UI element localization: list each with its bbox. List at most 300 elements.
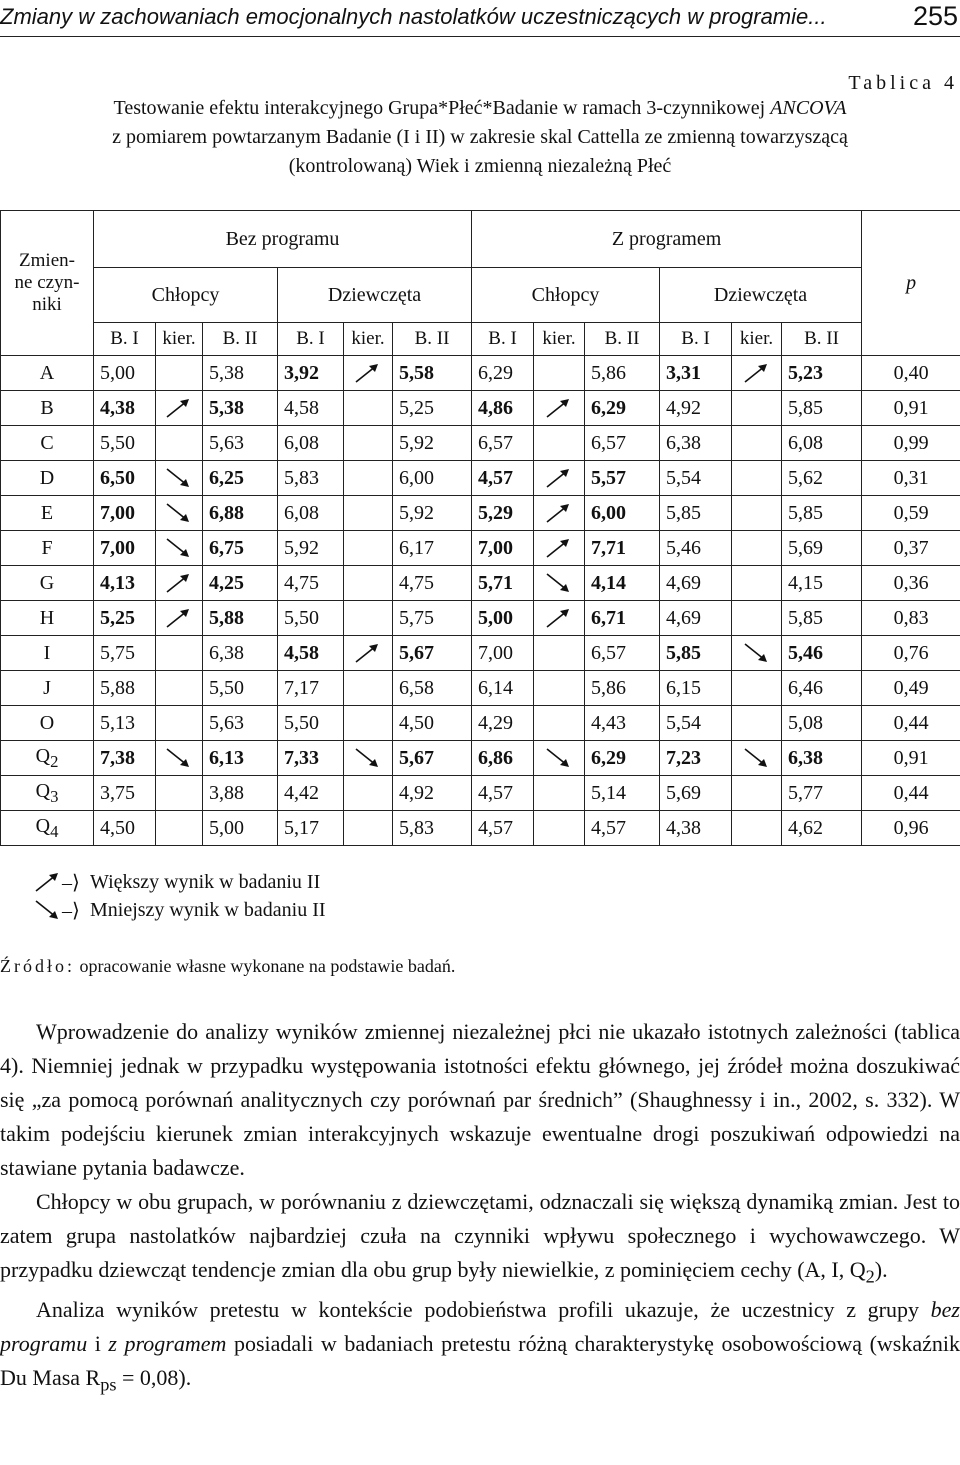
table-head: [1, 211, 960, 356]
direction-cell: [344, 706, 393, 741]
value-study-1: 5,17: [278, 811, 344, 846]
variable-cell: [1, 391, 94, 426]
value-study-2: 5,63: [203, 706, 278, 741]
p-value: 0,99: [862, 426, 960, 461]
variables-header-line: Zmien-: [19, 250, 75, 271]
value-study-2: 5,67: [393, 741, 472, 776]
direction-cell: [732, 601, 782, 636]
p-value: 0,49: [862, 671, 960, 706]
table-row: [1, 811, 960, 846]
column-header: B. II: [203, 323, 278, 356]
caption-line-1-text: Testowanie efektu interakcyjnego Grupa*Płeć*Badanie w ramach 3-czynnikowej: [113, 97, 771, 119]
variable-cell: [1, 461, 94, 496]
arrow-up-icon: [545, 537, 573, 559]
value-study-1: 4,38: [94, 391, 156, 426]
arrow-down-icon: [34, 899, 62, 921]
value-study-1: 5,54: [660, 461, 732, 496]
direction-cell: [156, 636, 203, 671]
value-study-1: 5,00: [472, 601, 534, 636]
value-study-2: 3,88: [203, 776, 278, 811]
value-study-1: 4,29: [472, 706, 534, 741]
variable-cell: [1, 566, 94, 601]
value-study-1: 5,13: [94, 706, 156, 741]
value-study-2: 5,00: [203, 811, 278, 846]
value-study-2: 5,83: [393, 811, 472, 846]
table-caption: [0, 94, 960, 181]
direction-cell: [344, 391, 393, 426]
variable-cell: [1, 741, 94, 776]
variable-name: H: [39, 606, 55, 629]
column-header: B. I: [94, 323, 156, 356]
direction-cell: [732, 811, 782, 846]
direction-cell: [732, 776, 782, 811]
value-study-2: 6,71: [585, 601, 660, 636]
arrow-up-icon: [165, 607, 193, 629]
column-header: B. I: [660, 323, 732, 356]
arrow-up-icon: [34, 871, 62, 893]
direction-cell: [344, 461, 393, 496]
value-study-1: 4,86: [472, 391, 534, 426]
value-study-1: 5,69: [660, 776, 732, 811]
value-study-2: 5,23: [782, 356, 862, 391]
variables-header: [1, 211, 94, 356]
direction-cell: [344, 671, 393, 706]
value-study-2: 5,14: [585, 776, 660, 811]
value-study-1: 5,50: [278, 706, 344, 741]
direction-cell: [732, 426, 782, 461]
direction-cell: [534, 601, 585, 636]
table-row: [1, 601, 960, 636]
variable-cell: [1, 531, 94, 566]
variable-cell: [1, 776, 94, 811]
value-study-1: 5,50: [278, 601, 344, 636]
value-study-2: 6,25: [203, 461, 278, 496]
value-study-2: 4,25: [203, 566, 278, 601]
value-study-2: 6,00: [393, 461, 472, 496]
value-study-2: 4,50: [393, 706, 472, 741]
p-value: 0,76: [862, 636, 960, 671]
value-study-1: 4,38: [660, 811, 732, 846]
p-value: 0,44: [862, 776, 960, 811]
value-study-1: 7,17: [278, 671, 344, 706]
direction-cell: [156, 496, 203, 531]
value-study-1: 5,85: [660, 496, 732, 531]
value-study-2: 5,85: [782, 391, 862, 426]
column-header: B. II: [393, 323, 472, 356]
table-row: [1, 776, 960, 811]
direction-cell: [344, 776, 393, 811]
value-study-2: 5,69: [782, 531, 862, 566]
table-row: [1, 356, 960, 391]
value-study-2: 5,63: [203, 426, 278, 461]
value-study-2: 6,08: [782, 426, 862, 461]
caption-line-3: (kontrolowaną) Wiek i zmienną niezależną Płeć: [288, 155, 672, 177]
value-study-1: 7,00: [472, 531, 534, 566]
value-study-2: 5,77: [782, 776, 862, 811]
value-study-2: 5,67: [393, 636, 472, 671]
arrow-up-icon: [165, 397, 193, 419]
value-study-2: 6,88: [203, 496, 278, 531]
column-header: B. II: [782, 323, 862, 356]
value-study-1: 4,42: [278, 776, 344, 811]
table-row: [1, 636, 960, 671]
table-row: [1, 706, 960, 741]
direction-cell: [344, 496, 393, 531]
value-study-2: 4,14: [585, 566, 660, 601]
direction-cell: [156, 531, 203, 566]
value-study-1: 5,83: [278, 461, 344, 496]
variable-cell: [1, 706, 94, 741]
direction-cell: [732, 496, 782, 531]
direction-cell: [156, 356, 203, 391]
value-study-2: 5,86: [585, 671, 660, 706]
p-header: p: [862, 211, 960, 356]
arrow-up-icon: [743, 362, 771, 384]
p-value: 0,31: [862, 461, 960, 496]
value-study-2: 5,58: [393, 356, 472, 391]
arrow-down-icon: [545, 572, 573, 594]
variable-cell: [1, 426, 94, 461]
paragraph-2-text-a: Chłopcy w obu grupach, w porównaniu z dziewczętami, odznaczali się większą dynamiką zmian. Jest to zatem grupa nastolatków najbardziej czuła na czynniki wpływu społecznego i wychowawczego. W przypadku dziewcząt tendencje zmian dla obu grup były niewielkie, z pominięciem cechy (A, I, Q: [0, 1189, 960, 1282]
paragraph-3-italic-2: z programem: [108, 1331, 227, 1357]
variable-name: D: [39, 466, 55, 489]
value-study-2: 5,57: [585, 461, 660, 496]
page-number: 255: [912, 1, 958, 31]
variable-cell: [1, 636, 94, 671]
value-study-2: 5,85: [782, 601, 862, 636]
value-study-1: 5,71: [472, 566, 534, 601]
value-study-1: 5,46: [660, 531, 732, 566]
source-label: Źródło:: [0, 956, 75, 976]
value-study-1: 4,50: [94, 811, 156, 846]
sex-header: Chłopcy: [472, 268, 660, 323]
value-study-2: 6,29: [585, 741, 660, 776]
variable-subscript: 2: [50, 751, 59, 771]
table-row: [1, 531, 960, 566]
value-study-2: 5,38: [203, 391, 278, 426]
value-study-2: 5,62: [782, 461, 862, 496]
paragraph-3-text-b: i: [87, 1331, 109, 1357]
table-row: [1, 426, 960, 461]
results-table: [0, 210, 960, 846]
value-study-2: 5,86: [585, 356, 660, 391]
column-header: B. I: [472, 323, 534, 356]
value-study-1: 5,25: [94, 601, 156, 636]
paragraph-3-text-d: = 0,08).: [116, 1365, 192, 1391]
running-title: Zmiany w zachowaniach emocjonalnych nastolatków uczestniczących w programie...: [0, 4, 827, 29]
table-row: [1, 496, 960, 531]
value-study-2: 6,38: [203, 636, 278, 671]
legend-down-text: Mniejszy wynik w badaniu II: [90, 898, 326, 921]
paragraph-2-subscript: 2: [865, 1266, 875, 1287]
direction-cell: [344, 356, 393, 391]
variable-name: F: [41, 536, 53, 559]
value-study-1: 3,31: [660, 356, 732, 391]
variable-subscript: 4: [50, 821, 59, 841]
direction-cell: [732, 671, 782, 706]
value-study-1: 5,54: [660, 706, 732, 741]
table-row: [1, 566, 960, 601]
value-study-1: 6,14: [472, 671, 534, 706]
legend-up-symbol: [34, 870, 90, 895]
value-study-1: 6,15: [660, 671, 732, 706]
p-value: 0,83: [862, 601, 960, 636]
caption-line-2: z pomiarem powtarzanym Badanie (I i II) w zakresie skal Cattella ze zmienną towarzyszącą: [112, 126, 848, 148]
variable-name: Q: [35, 779, 51, 802]
value-study-2: 5,88: [203, 601, 278, 636]
value-study-1: 4,58: [278, 391, 344, 426]
legend-up-text: Większy wynik w badaniu II: [90, 870, 321, 893]
value-study-2: 5,75: [393, 601, 472, 636]
value-study-1: 4,75: [278, 566, 344, 601]
value-study-2: 6,57: [585, 426, 660, 461]
variable-cell: [1, 671, 94, 706]
value-study-1: 4,57: [472, 776, 534, 811]
arrow-down-icon: [165, 502, 193, 524]
arrow-down-icon: [743, 642, 771, 664]
direction-cell: [534, 566, 585, 601]
direction-cell: [156, 461, 203, 496]
variable-name: J: [43, 676, 51, 699]
column-header: B. I: [278, 323, 344, 356]
value-study-2: 5,38: [203, 356, 278, 391]
value-study-2: 6,58: [393, 671, 472, 706]
arrow-down-icon: [545, 747, 573, 769]
direction-cell: [344, 566, 393, 601]
value-study-2: 5,25: [393, 391, 472, 426]
value-study-1: 5,85: [660, 636, 732, 671]
variable-name: Q: [35, 744, 51, 767]
direction-cell: [156, 391, 203, 426]
value-study-2: 6,17: [393, 531, 472, 566]
table-row: [1, 461, 960, 496]
p-value: 0,40: [862, 356, 960, 391]
caption-ancova: ANCOVA: [770, 97, 847, 119]
paragraph-1: Wprowadzenie do analizy wyników zmiennej niezależnej płci nie ukazało istotnych zależności (tablica 4). Niemniej jednak w przypadku występowania istotności efektu głównego, jej źródeł można doszukiwać się „za pomocą porównań analitycznych czy porównań par średnich” (Shaughnessy i in., 2002, s. 332). W takim podejściu kierunek zmian interakcyjnych wskazuje ewentualne drogi poszukiwań odpowiedzi na stawiane pytania badawcze.: [0, 1019, 960, 1180]
variable-name: C: [40, 431, 54, 454]
direction-cell: [534, 391, 585, 426]
direction-cell: [344, 741, 393, 776]
value-study-2: 7,71: [585, 531, 660, 566]
direction-cell: [534, 671, 585, 706]
direction-cell: [534, 811, 585, 846]
p-value: 0,59: [862, 496, 960, 531]
arrow-up-icon: [545, 607, 573, 629]
arrow-down-icon: [743, 747, 771, 769]
direction-cell: [534, 531, 585, 566]
direction-cell: [156, 776, 203, 811]
direction-cell: [156, 811, 203, 846]
running-head: [0, 0, 960, 37]
direction-cell: [732, 566, 782, 601]
variable-name: Q: [35, 814, 51, 837]
direction-cell: [156, 671, 203, 706]
sex-header: Chłopcy: [94, 268, 278, 323]
arrow-up-icon: [545, 397, 573, 419]
value-study-1: 3,92: [278, 356, 344, 391]
value-study-1: 5,50: [94, 426, 156, 461]
value-study-1: 5,88: [94, 671, 156, 706]
value-study-2: 4,62: [782, 811, 862, 846]
value-study-1: 6,08: [278, 426, 344, 461]
value-study-2: 6,38: [782, 741, 862, 776]
direction-cell: [534, 741, 585, 776]
group-header: Z programem: [472, 211, 862, 268]
value-study-2: 4,43: [585, 706, 660, 741]
direction-cell: [732, 356, 782, 391]
value-study-1: 4,57: [472, 461, 534, 496]
direction-cell: [732, 636, 782, 671]
paragraph-2-text-b: ).: [874, 1257, 888, 1282]
p-value: 0,44: [862, 706, 960, 741]
table-row: [1, 671, 960, 706]
value-study-1: 4,92: [660, 391, 732, 426]
variable-name: O: [39, 711, 55, 734]
variables-header-line: niki: [32, 294, 62, 315]
p-value: 0,36: [862, 566, 960, 601]
table-body: [1, 356, 960, 846]
value-study-2: 4,75: [393, 566, 472, 601]
direction-cell: [156, 706, 203, 741]
value-study-2: 6,75: [203, 531, 278, 566]
value-study-1: 6,29: [472, 356, 534, 391]
direction-cell: [534, 356, 585, 391]
paragraph-2: [0, 1185, 960, 1293]
value-study-2: 5,85: [782, 496, 862, 531]
arrow-down-icon: [165, 537, 193, 559]
paragraph-3-subscript: ps: [100, 1374, 117, 1395]
value-study-2: 6,29: [585, 391, 660, 426]
arrow-down-icon: [354, 747, 382, 769]
value-study-1: 6,50: [94, 461, 156, 496]
legend-down-connector: –⟩: [62, 899, 80, 922]
legend-down: [34, 896, 326, 924]
variable-name: E: [40, 501, 54, 524]
value-study-2: 4,92: [393, 776, 472, 811]
value-study-2: 6,57: [585, 636, 660, 671]
legend-up-connector: –⟩: [62, 871, 80, 894]
value-study-2: 5,08: [782, 706, 862, 741]
column-header: B. II: [585, 323, 660, 356]
value-study-1: 7,23: [660, 741, 732, 776]
direction-cell: [534, 426, 585, 461]
arrow-up-icon: [354, 642, 382, 664]
value-study-2: 6,00: [585, 496, 660, 531]
direction-cell: [344, 601, 393, 636]
value-study-1: 3,75: [94, 776, 156, 811]
column-header: kier.: [534, 323, 585, 356]
variable-cell: [1, 811, 94, 846]
value-study-1: 6,08: [278, 496, 344, 531]
value-study-1: 5,00: [94, 356, 156, 391]
arrow-up-icon: [545, 467, 573, 489]
direction-cell: [344, 426, 393, 461]
value-study-1: 4,69: [660, 566, 732, 601]
source-note: [0, 956, 455, 977]
p-value: 0,91: [862, 391, 960, 426]
value-study-2: 5,46: [782, 636, 862, 671]
direction-cell: [344, 636, 393, 671]
column-header: kier.: [344, 323, 393, 356]
body-text: [0, 1015, 960, 1402]
direction-cell: [156, 741, 203, 776]
caption-line-1: [0, 94, 960, 123]
arrow-up-icon: [545, 502, 573, 524]
direction-cell: [534, 461, 585, 496]
value-study-1: 7,00: [94, 531, 156, 566]
legend: [34, 868, 326, 924]
direction-cell: [534, 776, 585, 811]
variable-name: I: [43, 641, 51, 664]
value-study-1: 4,57: [472, 811, 534, 846]
paragraph-3: [0, 1293, 960, 1401]
value-study-2: 5,92: [393, 426, 472, 461]
p-value: 0,91: [862, 741, 960, 776]
p-value: 0,37: [862, 531, 960, 566]
column-header: kier.: [732, 323, 782, 356]
p-value: 0,96: [862, 811, 960, 846]
source-text: opracowanie własne wykonane na podstawie badań.: [75, 956, 456, 976]
value-study-1: 6,38: [660, 426, 732, 461]
paragraph-3-italic-1: bez programu: [0, 1297, 960, 1357]
value-study-1: 7,38: [94, 741, 156, 776]
arrow-down-icon: [165, 747, 193, 769]
direction-cell: [156, 426, 203, 461]
legend-down-symbol: [34, 898, 90, 923]
direction-cell: [534, 496, 585, 531]
table-label: Tablica 4: [848, 72, 958, 94]
value-study-2: 4,15: [782, 566, 862, 601]
arrow-up-icon: [165, 572, 193, 594]
variable-cell: [1, 496, 94, 531]
direction-cell: [732, 461, 782, 496]
direction-cell: [534, 636, 585, 671]
value-study-2: 6,13: [203, 741, 278, 776]
variable-name: B: [40, 396, 54, 419]
direction-cell: [156, 601, 203, 636]
value-study-2: 6,46: [782, 671, 862, 706]
value-study-2: 5,92: [393, 496, 472, 531]
value-study-2: 5,50: [203, 671, 278, 706]
sex-header: Dziewczęta: [660, 268, 862, 323]
direction-cell: [344, 531, 393, 566]
value-study-1: 7,00: [472, 636, 534, 671]
direction-cell: [732, 531, 782, 566]
paragraph-3-text-a: Analiza wyników pretestu w kontekście podobieństwa profili ukazuje, że uczestnicy z grupy: [36, 1297, 931, 1323]
arrow-up-icon: [354, 362, 382, 384]
variable-subscript: 3: [50, 786, 59, 806]
value-study-2: 4,57: [585, 811, 660, 846]
variable-name: A: [39, 361, 55, 384]
variable-cell: [1, 601, 94, 636]
arrow-down-icon: [165, 467, 193, 489]
table-row: [1, 741, 960, 776]
value-study-1: 5,92: [278, 531, 344, 566]
value-study-1: 5,29: [472, 496, 534, 531]
sex-header: Dziewczęta: [278, 268, 472, 323]
value-study-1: 4,13: [94, 566, 156, 601]
value-study-1: 4,69: [660, 601, 732, 636]
group-header: Bez programu: [94, 211, 472, 268]
value-study-1: 6,86: [472, 741, 534, 776]
value-study-1: 4,58: [278, 636, 344, 671]
value-study-1: 7,00: [94, 496, 156, 531]
direction-cell: [732, 741, 782, 776]
direction-cell: [156, 566, 203, 601]
variable-name: G: [39, 571, 55, 594]
value-study-1: 7,33: [278, 741, 344, 776]
direction-cell: [344, 811, 393, 846]
